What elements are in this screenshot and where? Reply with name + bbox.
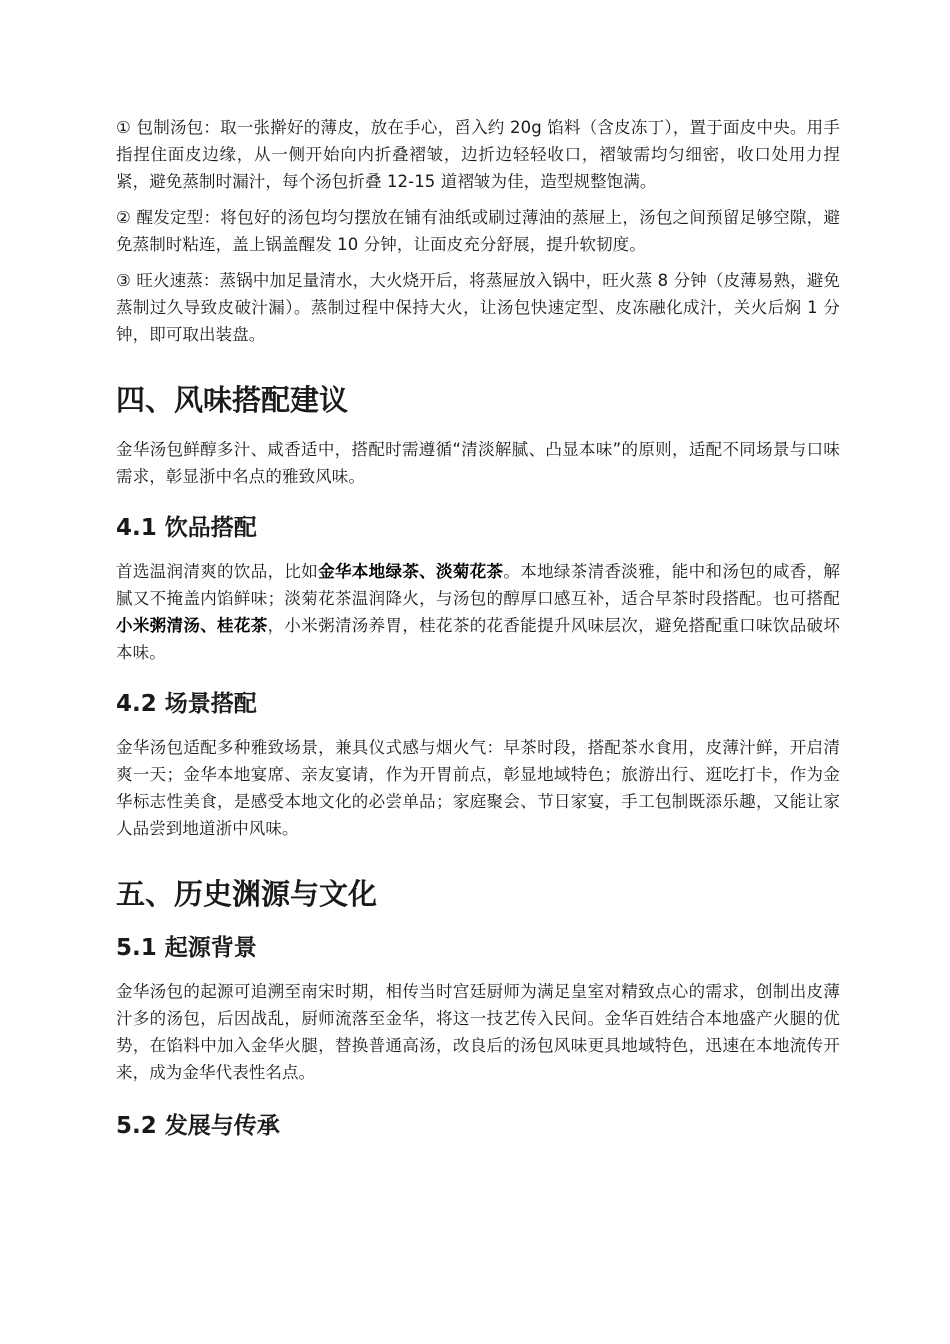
document-page <box>116 114 840 1142</box>
section-4-heading: 四、风味搭配建议 <box>116 383 349 417</box>
step-paragraph-steam: ③ 旺火速蒸：蒸锅中加足量清水，大火烧开后，将蒸屉放入锅中，旺火蒸 8 分钟（皮薄易熟，避免蒸制过久导致皮破汁漏）。蒸制过程中保持大火，让汤包快速定型、皮冻融化成汁，关火后焖 1 分钟，即可取出装盘。 <box>116 271 840 344</box>
drink-pairing-text-1: 首选温润清爽的饮品，比如 <box>116 562 319 581</box>
section-5-heading: 五、历史渊源与文化 <box>116 877 378 911</box>
section-4-intro: 金华汤包鲜醇多汁、咸香适中，搭配时需遵循“清淡解腻、凸显本味”的原则，适配不同场景与口味需求，彰显浙中名点的雅致风味。 <box>116 440 840 486</box>
drink-pairing-text-2: 。本地绿茶清香淡雅，能中和汤包的咸香，解腻又不掩盖内馅鲜味；淡菊花茶温润降火，与汤包的醇厚口感互补，适合早茶时段搭配。也可搭配 <box>116 562 841 608</box>
drink-pairing-paragraph <box>116 558 840 666</box>
step-paragraph-wrap: ① 包制汤包：取一张擀好的薄皮，放在手心，舀入约 20g 馅料（含皮冻丁），置于面皮中央。用手指捏住面皮边缘，从一侧开始向内折叠褶皱，边折边轻轻收口，褶皱需均匀细密，收口处用力捏紧，避免蒸制时漏汁，每个汤包折叠 12-15 道褶皱为佳，造型规整饱满。 <box>116 118 840 191</box>
drink-pairing-bold-2: 小米粥清汤、桂花茶 <box>116 616 268 635</box>
section-5-1-heading: 5.1 起源背景 <box>116 935 257 961</box>
drink-pairing-text-3: ，小米粥清汤养胃，桂花茶的花香能提升风味层次，避免搭配重口味饮品破坏本味。 <box>116 616 840 662</box>
scene-pairing-paragraph: 金华汤包适配多种雅致场景，兼具仪式感与烟火气：早茶时段，搭配茶水食用，皮薄汁鲜，开启清爽一天；金华本地宴席、亲友宴请，作为开胃前点，彰显地域特色；旅游出行、逛吃打卡，作为金华标志性美食，是感受本地文化的必尝单品；家庭聚会、节日家宴，手工包制既添乐趣，又能让家人品尝到地道浙中风味。 <box>116 738 840 838</box>
drink-pairing-bold-1: 金华本地绿茶、淡菊花茶 <box>318 562 504 581</box>
section-4-1-heading: 4.1 饮品搭配 <box>116 515 257 541</box>
section-5-2-heading: 5.2 发展与传承 <box>116 1113 280 1139</box>
origin-paragraph: 金华汤包的起源可追溯至南宋时期，相传当时宫廷厨师为满足皇室对精致点心的需求，创制出皮薄汁多的汤包，后因战乱，厨师流落至金华，将这一技艺传入民间。金华百姓结合本地盛产火腿的优势，在馅料中加入金华火腿，替换普通高汤，改良后的汤包风味更具地域特色，迅速在本地流传开来，成为金华代表性名点。 <box>116 982 840 1082</box>
section-4-2-heading: 4.2 场景搭配 <box>116 691 257 717</box>
step-paragraph-proof: ② 醒发定型：将包好的汤包均匀摆放在铺有油纸或刷过薄油的蒸屉上，汤包之间预留足够空隙，避免蒸制时粘连，盖上锅盖醒发 10 分钟，让面皮充分舒展，提升软韧度。 <box>116 208 840 254</box>
